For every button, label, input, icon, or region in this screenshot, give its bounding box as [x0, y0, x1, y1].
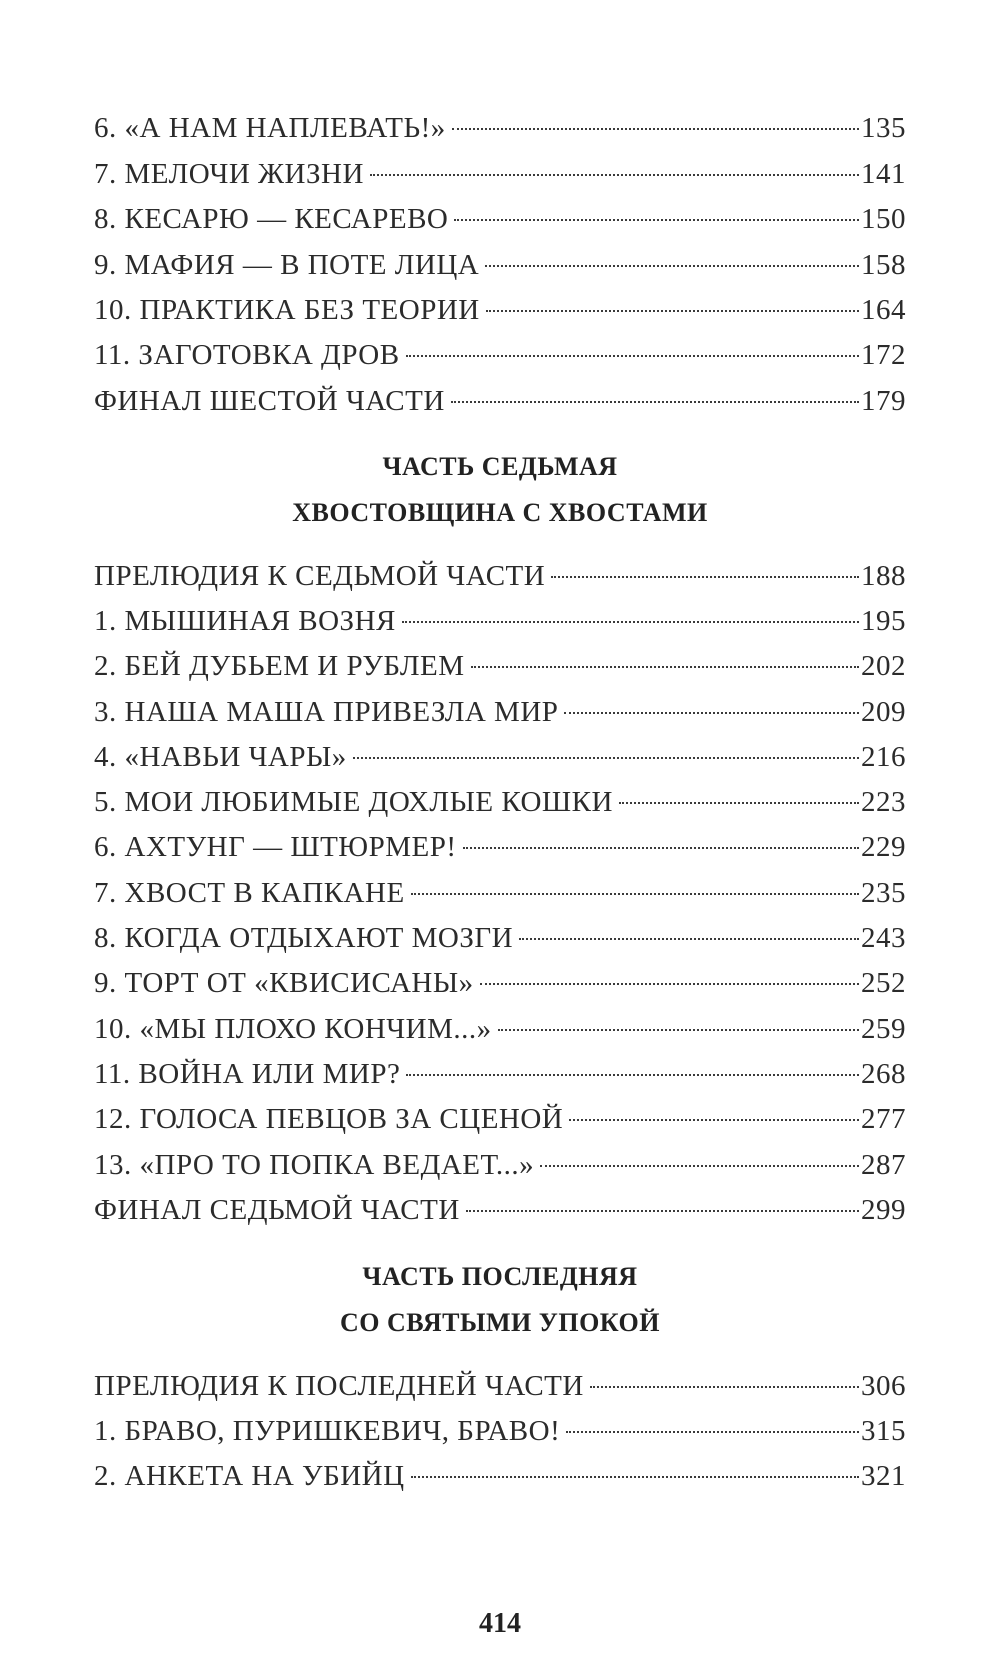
dot-leader: [486, 310, 859, 312]
dot-leader: [566, 1431, 859, 1433]
toc-entry-page: 252: [861, 967, 906, 999]
dot-leader: [411, 1476, 859, 1478]
toc-entry-title: ПРЕЛЮДИЯ К ПОСЛЕДНЕЙ ЧАСТИ: [94, 1370, 584, 1402]
toc-entry-title: 8. КОГДА ОТДЫХАЮТ МОЗГИ: [94, 922, 514, 954]
toc-entry-title: ФИНАЛ СЕДЬМОЙ ЧАСТИ: [94, 1194, 460, 1226]
part-heading: ЧАСТЬ ПОСЛЕДНЯЯ: [362, 1262, 638, 1291]
dot-leader: [564, 712, 859, 714]
toc-entry[interactable]: [94, 1099, 906, 1139]
toc-entry-page: 150: [861, 203, 906, 235]
dot-leader: [402, 621, 859, 623]
dot-leader: [370, 174, 859, 176]
dot-leader: [519, 938, 859, 940]
toc-entry-page: 229: [861, 831, 906, 863]
toc-entry[interactable]: [94, 245, 906, 285]
toc-entry-page: 299: [861, 1194, 906, 1226]
toc-entry-page: 158: [861, 249, 906, 281]
toc-entry-title: 6. АХТУНГ — ШТЮРМЕР!: [94, 831, 457, 863]
toc-entry-page: 172: [861, 339, 906, 371]
toc-entry-page: 277: [861, 1103, 906, 1135]
toc-entry[interactable]: [94, 108, 906, 148]
toc-entry[interactable]: [94, 199, 906, 239]
toc-entry-page: 141: [861, 158, 906, 190]
toc-entry-title: 2. АНКЕТА НА УБИЙЦ: [94, 1460, 405, 1492]
toc-entry[interactable]: [94, 782, 906, 822]
dot-leader: [551, 576, 859, 578]
toc-entry-title: 1. БРАВО, ПУРИШКЕВИЧ, БРАВО!: [94, 1415, 561, 1447]
toc-entry[interactable]: [94, 1456, 906, 1496]
toc-entry[interactable]: [94, 918, 906, 958]
dot-leader: [466, 1210, 859, 1212]
toc-entry[interactable]: [94, 873, 906, 913]
toc-entry-title: 6. «А НАМ НАПЛЕВАТЬ!»: [94, 112, 446, 144]
toc-entry-page: 179: [861, 385, 906, 417]
part-subheading: ХВОСТОВЩИНА С ХВОСТАМИ: [292, 498, 708, 527]
toc-entry-title: 1. МЫШИНАЯ ВОЗНЯ: [94, 605, 396, 637]
toc-entry-page: 188: [861, 560, 906, 592]
toc-entry[interactable]: [94, 963, 906, 1003]
dot-leader: [569, 1119, 859, 1121]
part-heading: ЧАСТЬ СЕДЬМАЯ: [382, 452, 618, 481]
dot-leader: [451, 401, 859, 403]
dot-leader: [471, 666, 859, 668]
dot-leader: [463, 847, 859, 849]
toc-entry[interactable]: [94, 335, 906, 375]
toc-entry-title: 3. НАША МАША ПРИВЕЗЛА МИР: [94, 696, 559, 728]
toc-entry-title: ФИНАЛ ШЕСТОЙ ЧАСТИ: [94, 385, 445, 417]
toc-entry[interactable]: [94, 1009, 906, 1049]
toc-entry-page: 135: [861, 112, 906, 144]
dot-leader: [619, 802, 859, 804]
page-number: 414: [479, 1608, 521, 1639]
toc-entry-page: 216: [861, 741, 906, 773]
toc-entry-title: 4. «НАВЬИ ЧАРЫ»: [94, 741, 347, 773]
dot-leader: [353, 757, 859, 759]
toc-entry-page: 243: [861, 922, 906, 954]
toc-entry-title: 9. ТОРТ ОТ «КВИСИСАНЫ»: [94, 967, 474, 999]
toc-entry-title: 8. КЕСАРЮ — КЕСАРЕВО: [94, 203, 449, 235]
dot-leader: [480, 983, 859, 985]
part-subheading: СО СВЯТЫМИ УПОКОЙ: [340, 1308, 660, 1337]
toc-entry[interactable]: [94, 290, 906, 330]
toc-entry[interactable]: [94, 827, 906, 867]
toc-entry[interactable]: [94, 601, 906, 641]
toc-entry-page: 306: [861, 1370, 906, 1402]
toc-entry[interactable]: [94, 556, 906, 596]
toc-entry-title: 5. МОИ ЛЮБИМЫЕ ДОХЛЫЕ КОШКИ: [94, 786, 613, 818]
toc-entry-title: 7. МЕЛОЧИ ЖИЗНИ: [94, 158, 364, 190]
toc-entry[interactable]: [94, 692, 906, 732]
toc-entry[interactable]: [94, 1145, 906, 1185]
dot-leader: [590, 1386, 859, 1388]
toc-entry-page: 287: [861, 1149, 906, 1181]
dot-leader: [498, 1029, 859, 1031]
toc-entry-page: 195: [861, 605, 906, 637]
toc-entry-page: 223: [861, 786, 906, 818]
toc-entry[interactable]: [94, 381, 906, 421]
toc-entry-page: 315: [861, 1415, 906, 1447]
dot-leader: [540, 1165, 859, 1167]
dot-leader: [411, 893, 859, 895]
toc-entry[interactable]: [94, 1411, 906, 1451]
dot-leader: [406, 355, 859, 357]
toc-entry-title: 13. «ПРО ТО ПОПКА ВЕДАЕТ...»: [94, 1149, 535, 1181]
toc-entry[interactable]: [94, 646, 906, 686]
toc-entry-title: 10. «МЫ ПЛОХО КОНЧИМ...»: [94, 1013, 492, 1045]
dot-leader: [454, 219, 859, 221]
toc-entry-page: 164: [861, 294, 906, 326]
toc-entry-title: 2. БЕЙ ДУБЬЕМ И РУБЛЕМ: [94, 650, 465, 682]
toc-entry-title: 9. МАФИЯ — В ПОТЕ ЛИЦА: [94, 249, 480, 281]
toc-entry-title: ПРЕЛЮДИЯ К СЕДЬМОЙ ЧАСТИ: [94, 560, 546, 592]
toc-entry-title: 7. ХВОСТ В КАПКАНЕ: [94, 877, 405, 909]
toc-entry[interactable]: [94, 737, 906, 777]
toc-entry-title: 11. ВОЙНА ИЛИ МИР?: [94, 1058, 401, 1090]
dot-leader: [452, 128, 859, 130]
toc-entry[interactable]: [94, 1366, 906, 1406]
toc-entry-page: 321: [861, 1460, 906, 1492]
dot-leader: [406, 1074, 859, 1076]
toc-entry-page: 259: [861, 1013, 906, 1045]
toc-entry-title: 10. ПРАКТИКА БЕЗ ТЕОРИИ: [94, 294, 480, 326]
toc-entry[interactable]: [94, 1190, 906, 1230]
toc-entry-page: 202: [861, 650, 906, 682]
toc-entry-title: 11. ЗАГОТОВКА ДРОВ: [94, 339, 400, 371]
toc-entry[interactable]: [94, 154, 906, 194]
toc-entry-page: 268: [861, 1058, 906, 1090]
toc-entry-title: 12. ГОЛОСА ПЕВЦОВ ЗА СЦЕНОЙ: [94, 1103, 564, 1135]
toc-entry-page: 209: [861, 696, 906, 728]
dot-leader: [485, 265, 859, 267]
toc-entry-page: 235: [861, 877, 906, 909]
toc-entry[interactable]: [94, 1054, 906, 1094]
